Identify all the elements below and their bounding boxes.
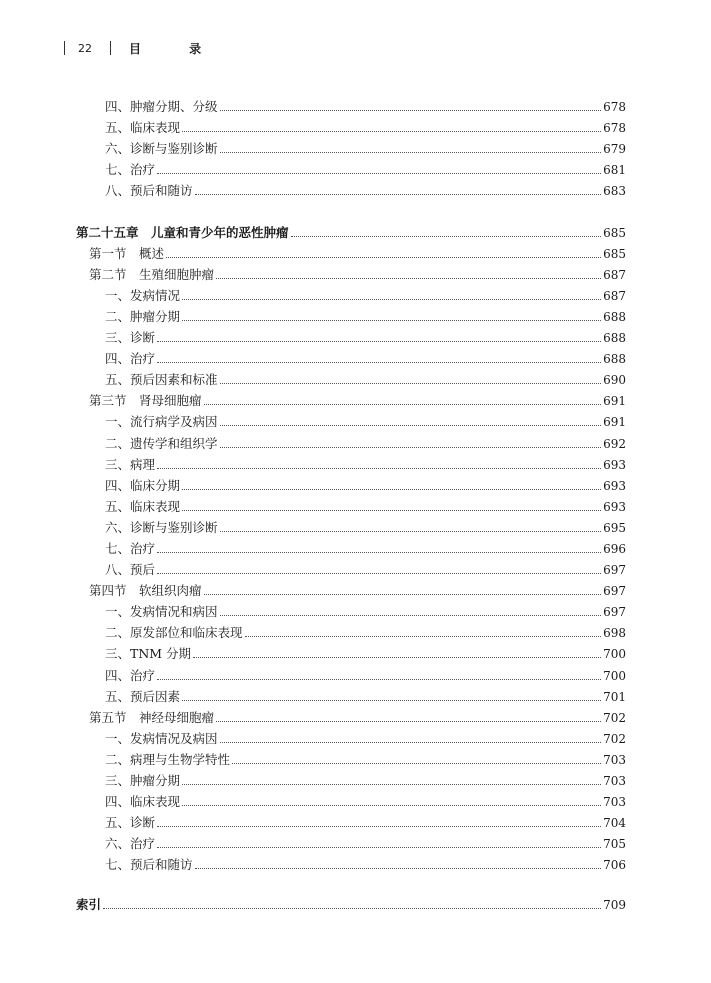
toc-entry-title: 二、原发部位和临床表现 (105, 625, 243, 641)
toc-subsection-entry[interactable] (76, 94, 626, 115)
toc-subsection-entry[interactable] (76, 409, 626, 430)
dot-leader (182, 510, 601, 511)
toc-entry-page: 685 (603, 246, 626, 261)
header-rule-right (110, 41, 111, 55)
toc-subsection-entry[interactable] (76, 810, 626, 831)
toc-subsection-entry[interactable] (76, 747, 626, 768)
dot-leader (182, 784, 601, 785)
toc-entry-title: 三、诊断 (105, 330, 156, 346)
toc-entry-title: 六、治疗 (105, 836, 156, 852)
toc-entry-page: 704 (603, 816, 626, 831)
toc-subsection-entry[interactable] (76, 768, 626, 789)
toc-subsection-entry[interactable] (76, 831, 626, 852)
dot-leader (195, 868, 602, 869)
toc-entry-title: 八、预后和随访 (105, 183, 193, 199)
dot-leader (182, 131, 601, 132)
toc-section-entry[interactable] (76, 241, 626, 262)
toc-entry-title: 七、治疗 (105, 162, 156, 178)
toc-subsection-entry[interactable] (76, 726, 626, 747)
toc-subsection-entry[interactable] (76, 515, 626, 536)
dot-leader (166, 257, 601, 258)
toc-entry-page: 703 (603, 752, 626, 767)
toc-subsection-entry[interactable] (76, 789, 626, 810)
toc-subsection-entry[interactable] (76, 452, 626, 473)
dot-leader (245, 636, 602, 637)
toc-entry-page: 683 (603, 184, 626, 199)
page-title: 目 录 (129, 41, 224, 56)
toc-entry-page: 696 (603, 541, 626, 556)
dot-leader (220, 531, 602, 532)
toc-entry-page: 692 (603, 436, 626, 451)
toc-entry-page: 681 (603, 163, 626, 178)
toc-entry-title: 二、病理与生物学特性 (105, 751, 231, 767)
toc-section-entry[interactable] (76, 388, 626, 409)
toc-entry-page: 693 (603, 478, 626, 493)
toc-subsection-entry[interactable] (76, 304, 626, 325)
dot-leader (182, 299, 601, 300)
toc-entry-title: 五、临床表现 (105, 120, 181, 136)
toc-chapter-entry[interactable] (76, 219, 626, 240)
toc-subsection-entry[interactable] (76, 684, 626, 705)
toc-entry-title: 四、临床分期 (105, 477, 181, 493)
dot-leader (182, 805, 601, 806)
dot-leader (291, 236, 602, 237)
toc-entry-page: 691 (603, 394, 626, 409)
toc-entry-page: 695 (603, 520, 626, 535)
toc-entry-title: 六、诊断与鉴别诊断 (105, 519, 218, 535)
toc-entry-title: 一、发病情况和病因 (105, 604, 218, 620)
toc-subsection-entry[interactable] (76, 430, 626, 451)
toc-subsection-entry[interactable] (76, 852, 626, 873)
toc-entry-page: 679 (603, 142, 626, 157)
toc-entry-title: 五、预后因素 (105, 688, 181, 704)
dot-leader (157, 679, 601, 680)
toc-entry-title: 三、肿瘤分期 (105, 773, 181, 788)
dot-leader (157, 362, 601, 363)
dot-leader (216, 278, 601, 279)
toc-entry-page: 697 (603, 605, 626, 620)
toc-entry-page: 697 (603, 584, 626, 599)
toc-entry-page: 702 (603, 710, 626, 725)
dot-leader (220, 152, 602, 153)
dot-leader (204, 404, 602, 405)
toc-subsection-entry[interactable] (76, 136, 626, 157)
toc-entry-page: 702 (603, 731, 626, 746)
toc-subsection-entry[interactable] (76, 157, 626, 178)
toc-entry-page: 687 (603, 267, 626, 282)
dot-leader (216, 721, 601, 722)
toc-entry-title: 第五节 神经母细胞瘤 (89, 709, 215, 725)
dot-leader (182, 700, 601, 701)
toc-entry-page: 700 (603, 647, 626, 662)
toc-entry-page: 688 (603, 331, 626, 346)
toc-entry-page: 705 (603, 837, 626, 852)
dot-leader (220, 615, 602, 616)
dot-leader (157, 341, 601, 342)
toc-entry-title: 五、诊断 (105, 815, 156, 831)
toc-entry-page: 691 (603, 415, 626, 430)
toc-section-entry[interactable] (76, 705, 626, 726)
toc-entry-title: 三、TNM 分期 (105, 646, 192, 662)
toc-entry-page: 698 (603, 626, 626, 641)
toc-entry-title: 第三节 肾母细胞瘤 (89, 393, 202, 409)
toc-entry-page: 687 (603, 288, 626, 303)
toc-subsection-entry[interactable] (76, 620, 626, 641)
section-spacer (76, 199, 626, 219)
toc-entry-title: 六、诊断与鉴别诊断 (105, 141, 218, 157)
toc-subsection-entry[interactable] (76, 346, 626, 367)
toc-subsection-entry[interactable] (76, 599, 626, 620)
section-spacer (76, 873, 626, 892)
toc-entry-title: 一、发病情况 (105, 287, 181, 303)
toc-subsection-entry[interactable] (76, 494, 626, 515)
toc-entry-page: 685 (603, 225, 626, 240)
toc-entry-title: 二、遗传学和组织学 (105, 435, 218, 451)
toc-entry-page: 703 (603, 795, 626, 810)
dot-leader (103, 908, 601, 909)
toc-entry-page: 678 (603, 121, 626, 136)
toc-entry-page: 688 (603, 352, 626, 367)
dot-leader (157, 173, 601, 174)
toc-entry-title: 七、预后和随访 (105, 857, 193, 873)
toc-subsection-entry[interactable] (76, 557, 626, 578)
dot-leader (157, 468, 601, 469)
toc-entry-title: 索引 (76, 897, 102, 913)
dot-leader (220, 383, 602, 384)
dot-leader (220, 110, 602, 111)
dot-leader (157, 573, 601, 574)
toc-chapter-entry[interactable] (76, 892, 626, 913)
toc-entry-title: 四、治疗 (105, 667, 156, 683)
dot-leader (182, 489, 601, 490)
toc-entry-title: 第四节 软组织肉瘤 (89, 583, 202, 599)
toc-entry-page: 706 (603, 858, 626, 873)
dot-leader (193, 657, 601, 658)
toc-entry-title: 二、肿瘤分期 (105, 308, 181, 324)
toc-subsection-entry[interactable] (76, 473, 626, 494)
toc-entry-title: 四、临床表现 (105, 794, 181, 810)
toc-entry-title: 四、肿瘤分期、分级 (105, 99, 218, 115)
toc-subsection-entry[interactable] (76, 536, 626, 557)
toc-entry-title: 五、临床表现 (105, 498, 181, 514)
dot-leader (157, 847, 601, 848)
running-header (64, 40, 223, 56)
toc-subsection-entry[interactable] (76, 662, 626, 683)
toc-entry-page: 690 (603, 373, 626, 388)
dot-leader (204, 594, 602, 595)
toc-entry-page: 700 (603, 668, 626, 683)
toc-entry-title: 一、发病情况及病因 (105, 730, 218, 746)
toc-entry-title: 七、治疗 (105, 540, 156, 556)
toc-entry-title: 四、治疗 (105, 351, 156, 367)
table-of-contents (76, 94, 626, 913)
toc-subsection-entry[interactable] (76, 367, 626, 388)
toc-subsection-entry[interactable] (76, 283, 626, 304)
toc-entry-title: 五、预后因素和标准 (105, 372, 218, 388)
toc-entry-title: 第一节 概述 (89, 245, 165, 261)
page-number: 22 (78, 41, 92, 55)
dot-leader (220, 742, 602, 743)
dot-leader (157, 826, 601, 827)
toc-entry-page: 688 (603, 309, 626, 324)
dot-leader (220, 447, 602, 448)
header-rule-left (64, 41, 65, 55)
toc-entry-title: 第二节 生殖细胞肿瘤 (89, 266, 215, 282)
toc-subsection-entry[interactable] (76, 641, 626, 662)
toc-entry-page: 693 (603, 457, 626, 472)
dot-leader (182, 320, 601, 321)
toc-entry-title: 一、流行病学及病因 (105, 414, 218, 430)
toc-entry-title: 第二十五章 儿童和青少年的恶性肿瘤 (76, 224, 289, 240)
toc-entry-title: 八、预后 (105, 562, 156, 578)
toc-entry-page: 678 (603, 100, 626, 115)
toc-section-entry[interactable] (76, 262, 626, 283)
dot-leader (157, 552, 601, 553)
toc-subsection-entry[interactable] (76, 325, 626, 346)
toc-section-entry[interactable] (76, 578, 626, 599)
dot-leader (232, 763, 601, 764)
toc-entry-title: 三、病理 (105, 456, 156, 472)
toc-entry-page: 697 (603, 563, 626, 578)
toc-entry-page: 703 (603, 774, 626, 788)
toc-subsection-entry[interactable] (76, 115, 626, 136)
toc-entry-page: 693 (603, 499, 626, 514)
dot-leader (195, 194, 602, 195)
toc-entry-page: 701 (603, 689, 626, 704)
toc-entry-page: 709 (603, 898, 626, 913)
toc-subsection-entry[interactable] (76, 178, 626, 199)
dot-leader (220, 425, 602, 426)
